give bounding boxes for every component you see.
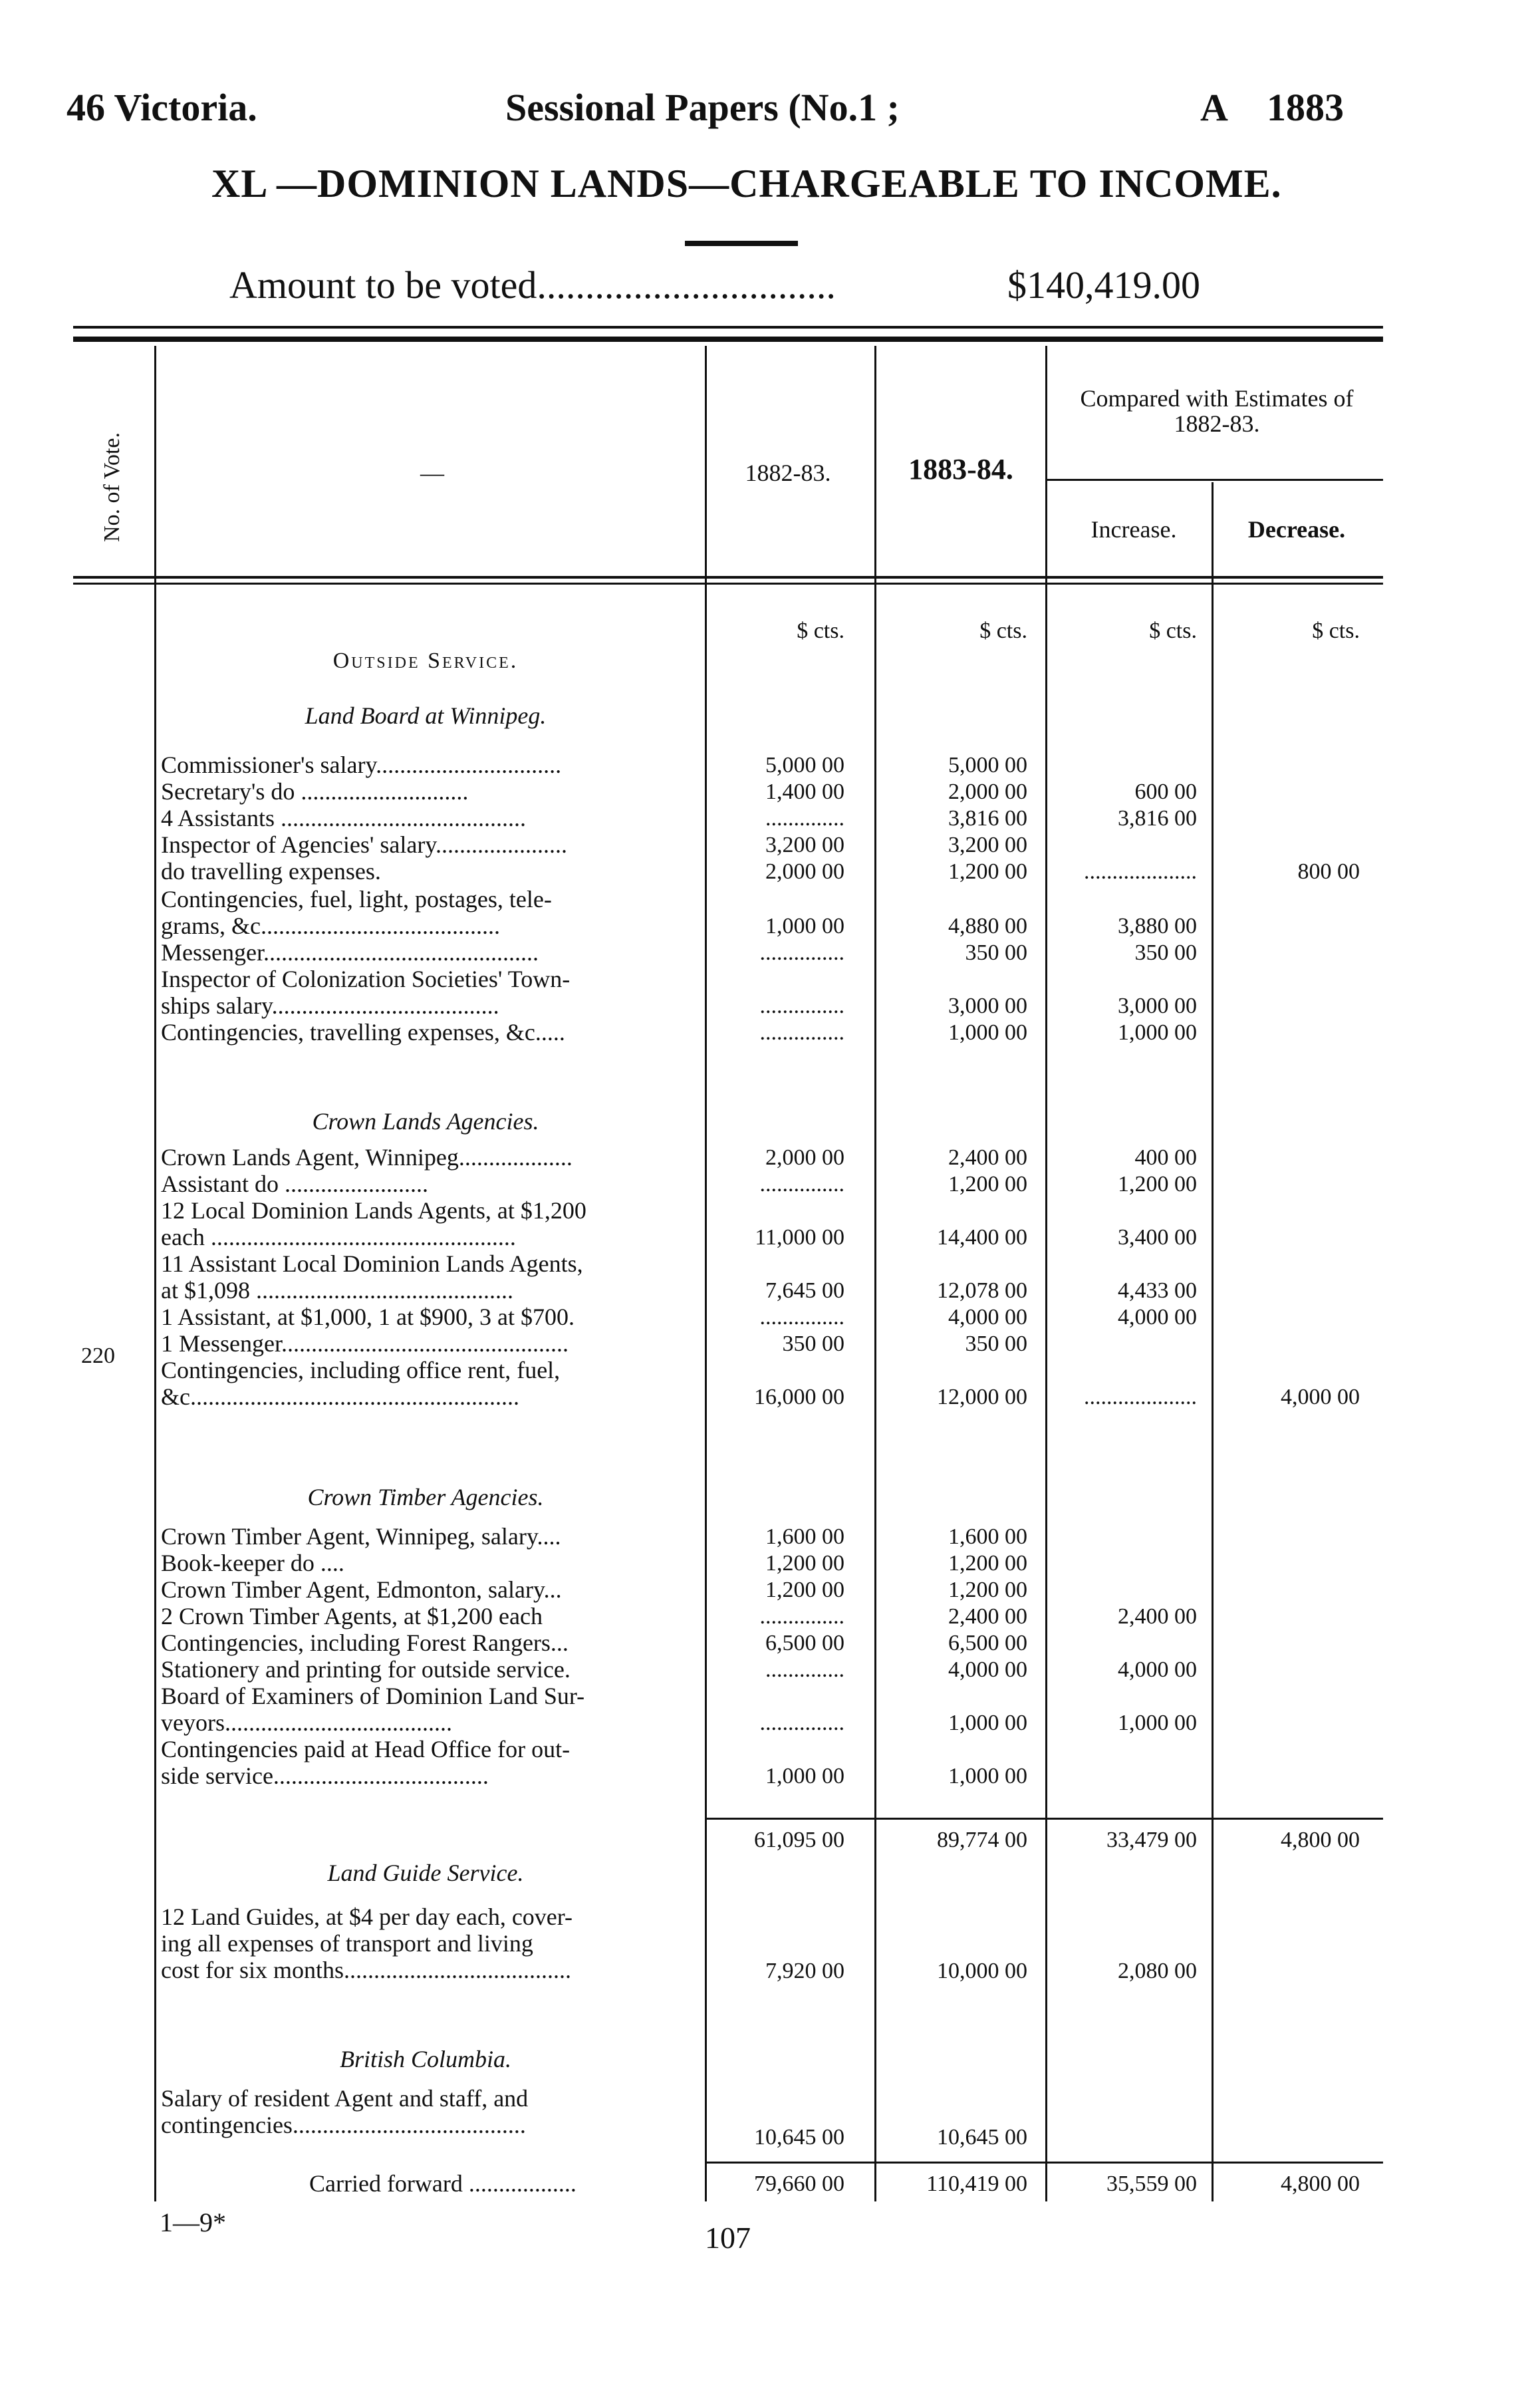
amount-1883-84: 5,000 00: [948, 753, 1027, 777]
units-dec: $ cts.: [1312, 619, 1360, 643]
line-item-text: Crown Timber Agent, Winnipeg, salary....: [161, 1523, 561, 1550]
col-line-desc: [705, 346, 707, 2201]
land-guide-1882-83: 7,920 00: [765, 1959, 844, 1983]
amount-decrease: 800 00: [1297, 859, 1360, 884]
header-center: Sessional Papers (No.1 ;: [505, 86, 900, 129]
subtotal-1883-84: 89,774 00: [937, 1828, 1027, 1852]
bc-line-1: Salary of resident Agent and staff, and: [161, 2085, 529, 2112]
line-item-text: 12 Local Dominion Lands Agents, at $1,200: [161, 1197, 586, 1224]
amount-1882-83: 2,000 00: [765, 1145, 844, 1170]
amount-value: $140,419.00: [1007, 263, 1200, 307]
bc-1882-83: 10,645 00: [754, 2125, 844, 2150]
amount-1883-84: 4,000 00: [948, 1657, 1027, 1682]
units-y2: $ cts.: [979, 619, 1027, 643]
subtotal-decrease: 4,800 00: [1281, 1828, 1360, 1852]
amount-increase: 400 00: [1134, 1145, 1197, 1170]
col-decrease-label: Decrease.: [1247, 516, 1346, 543]
carried-increase: 35,559 00: [1106, 2172, 1197, 2196]
line-item-text: Secretary's do ............................: [161, 778, 469, 805]
units-y1: $ cts.: [797, 619, 844, 643]
carried-forward-label: Carried forward ..................: [309, 2170, 577, 2197]
amount-1882-83: ...............: [759, 1020, 844, 1045]
section-crown-timber: Crown Timber Agencies.: [307, 1484, 544, 1510]
amount-1882-83: 1,000 00: [765, 914, 844, 938]
subtotal-rule: [706, 1818, 1383, 1820]
amount-increase: ....................: [1084, 1385, 1197, 1409]
land-guide-line-2: ing all expenses of transport and living: [161, 1930, 533, 1957]
col-vote-label: No. of Vote.: [100, 432, 124, 542]
header-year: 1883: [1267, 86, 1344, 129]
col-1882-label: 1882-83.: [745, 460, 831, 486]
amount-1882-83: 3,200 00: [765, 833, 844, 857]
amount-1883-84: 1,200 00: [948, 1172, 1027, 1196]
amount-1882-83: 5,000 00: [765, 753, 844, 777]
title-rule: [685, 241, 798, 246]
amount-1883-84: 4,000 00: [948, 1305, 1027, 1330]
col-desc-label: —: [420, 460, 444, 486]
amount-1883-84: 1,200 00: [948, 1551, 1027, 1576]
header-bottom-rule-1: [73, 576, 1383, 579]
line-item-text: Book-keeper do ....: [161, 1550, 344, 1576]
amount-1883-84: 1,600 00: [948, 1524, 1027, 1549]
units-inc: $ cts.: [1149, 619, 1197, 643]
amount-1883-84: 6,500 00: [948, 1631, 1027, 1655]
line-item-text: Contingencies, including Forest Rangers...: [161, 1629, 569, 1656]
amount-1883-84: 14,400 00: [937, 1225, 1027, 1250]
line-item-text: &c.......................................................: [161, 1383, 519, 1410]
amount-increase: 4,000 00: [1118, 1305, 1197, 1330]
amount-1882-83: ...............: [759, 1711, 844, 1735]
line-item-text: 4 Assistants .........................................: [161, 805, 527, 831]
col-line-y2: [1045, 346, 1047, 2201]
section-land-board: Land Board at Winnipeg.: [305, 702, 547, 729]
header-left: 46 Victoria.: [66, 86, 257, 129]
line-item-text: Messenger..............................................: [161, 939, 539, 966]
subtotal-1882-83: 61,095 00: [754, 1828, 844, 1852]
page-number: 107: [705, 2221, 751, 2255]
amount-1883-84: 1,000 00: [948, 1711, 1027, 1735]
compared-rule: [1047, 479, 1383, 481]
amount-increase: 350 00: [1134, 940, 1197, 965]
line-item-text: Inspector of Agencies' salary......................: [161, 831, 567, 858]
land-guide-line-3: cost for six months......................................: [161, 1957, 571, 1983]
amount-increase: 1,000 00: [1118, 1020, 1197, 1045]
bc-line-2: contingencies.......................................: [161, 2112, 526, 2138]
amount-1882-83: 1,200 00: [765, 1551, 844, 1576]
amount-1883-84: 1,000 00: [948, 1020, 1027, 1045]
amount-1882-83: ...............: [759, 940, 844, 965]
amount-1882-83: 1,200 00: [765, 1578, 844, 1602]
line-item-text: 11 Assistant Local Dominion Lands Agents,: [161, 1250, 583, 1277]
subtotal-increase: 33,479 00: [1106, 1828, 1197, 1852]
amount-1883-84: 1,200 00: [948, 1578, 1027, 1602]
col-line-y1: [874, 346, 876, 2201]
amount-1883-84: 3,200 00: [948, 833, 1027, 857]
amount-1882-83: 350 00: [782, 1332, 844, 1356]
amount-increase: ....................: [1084, 859, 1197, 884]
line-item-text: Contingencies, including office rent, fuel,: [161, 1357, 561, 1383]
amount-1882-83: ..............: [765, 1657, 844, 1682]
amount-decrease: 4,000 00: [1281, 1385, 1360, 1409]
line-item-text: Stationery and printing for outside service.: [161, 1656, 571, 1683]
amount-1883-84: 2,000 00: [948, 779, 1027, 804]
line-item-text: side service....................................: [161, 1762, 489, 1789]
line-item-text: Crown Lands Agent, Winnipeg...................: [161, 1144, 573, 1171]
footer-signature: 1—9*: [160, 2207, 226, 2237]
top-rule-1: [73, 326, 1383, 329]
top-rule-2: [73, 337, 1383, 342]
amount-1883-84: 3,000 00: [948, 994, 1027, 1018]
amount-1882-83: 7,645 00: [765, 1278, 844, 1303]
carried-1883-84: 110,419 00: [926, 2172, 1027, 2196]
line-item-text: grams, &c........................................: [161, 913, 500, 939]
amount-1882-83: 16,000 00: [754, 1385, 844, 1409]
page-title: XL —DOMINION LANDS—CHARGEABLE TO INCOME.: [211, 162, 1282, 206]
amount-1882-83: ...............: [759, 1172, 844, 1196]
amount-1883-84: 2,400 00: [948, 1604, 1027, 1629]
line-item-text: each ...................................................: [161, 1224, 516, 1250]
carried-rule: [706, 2162, 1383, 2164]
line-item-text: 1 Assistant, at $1,000, 1 at $900, 3 at $700.: [161, 1304, 575, 1330]
land-guide-increase: 2,080 00: [1118, 1959, 1197, 1983]
amount-1883-84: 1,200 00: [948, 859, 1027, 884]
amount-1882-83: 1,600 00: [765, 1524, 844, 1549]
carried-1882-83: 79,660 00: [754, 2172, 844, 2196]
amount-1883-84: 1,000 00: [948, 1764, 1027, 1788]
amount-increase: 600 00: [1134, 779, 1197, 804]
header-bottom-rule-2: [73, 583, 1383, 585]
line-item-text: Contingencies paid at Head Office for out-: [161, 1736, 571, 1762]
amount-1883-84: 12,078 00: [937, 1278, 1027, 1303]
line-item-text: 1 Messenger................................................: [161, 1330, 569, 1357]
line-item-text: Assistant do ........................: [161, 1171, 429, 1197]
line-item-text: do travelling expenses.: [161, 858, 381, 885]
amount-increase: 4,433 00: [1118, 1278, 1197, 1303]
amount-1882-83: 11,000 00: [755, 1225, 844, 1250]
col-1883-label: 1883-84.: [908, 453, 1013, 486]
line-item-text: ships salary......................................: [161, 992, 499, 1019]
carried-decrease: 4,800 00: [1281, 2172, 1360, 2196]
header-letter: A: [1200, 86, 1228, 129]
col-increase-label: Increase.: [1091, 516, 1177, 543]
amount-1882-83: 1,400 00: [765, 779, 844, 804]
vote-number: 220: [81, 1343, 115, 1368]
amount-increase: 3,880 00: [1118, 914, 1197, 938]
land-guide-line-1: 12 Land Guides, at $4 per day each, cover-: [161, 1903, 573, 1930]
col-line-inc: [1212, 482, 1214, 2201]
amount-1882-83: 2,000 00: [765, 859, 844, 884]
amount-1883-84: 350 00: [965, 940, 1027, 965]
amount-increase: 4,000 00: [1118, 1657, 1197, 1682]
line-item-text: Board of Examiners of Dominion Land Sur-: [161, 1683, 585, 1709]
amount-increase: 3,400 00: [1118, 1225, 1197, 1250]
amount-increase: 1,200 00: [1118, 1172, 1197, 1196]
line-item-text: Crown Timber Agent, Edmonton, salary...: [161, 1576, 562, 1603]
line-item-text: Contingencies, fuel, light, postages, tele-: [161, 886, 552, 913]
amount-1883-84: 4,880 00: [948, 914, 1027, 938]
amount-increase: 3,816 00: [1118, 806, 1197, 831]
amount-1882-83: ...............: [759, 1604, 844, 1629]
amount-1883-84: 3,816 00: [948, 806, 1027, 831]
section-land-guide: Land Guide Service.: [327, 1860, 524, 1886]
amount-increase: 3,000 00: [1118, 994, 1197, 1018]
line-item-text: at $1,098 ...........................................: [161, 1277, 513, 1304]
amount-1882-83: 6,500 00: [765, 1631, 844, 1655]
amount-1882-83: ...............: [759, 994, 844, 1018]
amount-increase: 1,000 00: [1118, 1711, 1197, 1735]
amount-1883-84: 12,000 00: [937, 1385, 1027, 1409]
land-guide-1883-84: 10,000 00: [937, 1959, 1027, 1983]
line-item-text: Inspector of Colonization Societies' Town-: [161, 966, 571, 992]
amount-label: Amount to be voted...............................: [229, 263, 836, 307]
col-compared-label: Compared with Estimates of 1882-83.: [1080, 385, 1354, 437]
amount-1883-84: 350 00: [965, 1332, 1027, 1356]
section-british-columbia: British Columbia.: [339, 2046, 512, 2072]
line-item-text: 2 Crown Timber Agents, at $1,200 each: [161, 1603, 543, 1629]
bc-1883-84: 10,645 00: [937, 2125, 1027, 2150]
amount-1882-83: ..............: [765, 806, 844, 831]
amount-1883-84: 2,400 00: [948, 1145, 1027, 1170]
amount-1882-83: ...............: [759, 1305, 844, 1330]
line-item-text: Commissioner's salary...............................: [161, 752, 562, 778]
amount-increase: 2,400 00: [1118, 1604, 1197, 1629]
section-outside-service: Outside Service.: [332, 648, 519, 673]
col-line-vote: [154, 346, 156, 2201]
section-crown-lands: Crown Lands Agencies.: [312, 1108, 539, 1135]
line-item-text: veyors......................................: [161, 1709, 452, 1736]
amount-1882-83: 1,000 00: [765, 1764, 844, 1788]
line-item-text: Contingencies, travelling expenses, &c.....: [161, 1019, 565, 1046]
